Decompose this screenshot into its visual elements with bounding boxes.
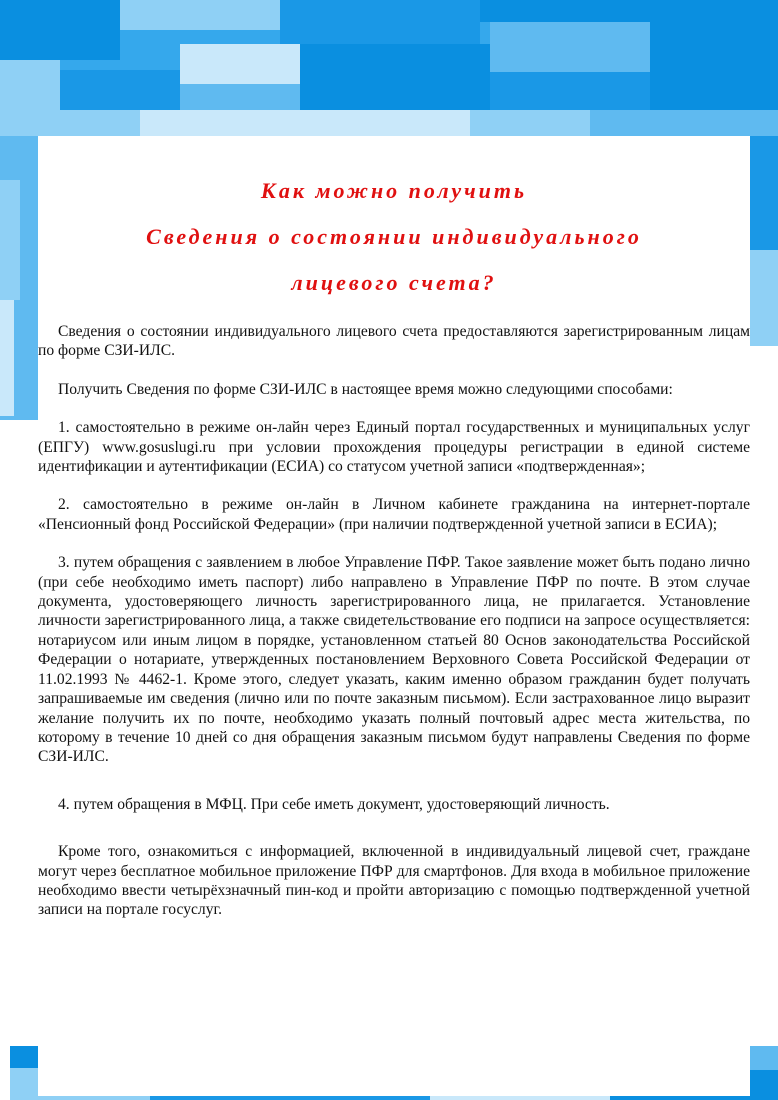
method-2-paragraph: 2. самостоятельно в режиме он-лайн в Личном кабинете гражданина на интернет-портале «Пенсионный фонд Российской Федерации» (при наличии подтвержденной учетной записи в ЕСИА); — [38, 496, 750, 533]
method-1-paragraph: 1. самостоятельно в режиме он-лайн через Единый портал государственных и муниципальных услуг (ЕПГУ) www.gosuslugi.ru при условии прохождения процедуры регистрации в единой системе идентификации и аутентификации (ЕСИА) со статусом учетной записи «подтвержденная»; — [38, 419, 750, 476]
title-line-3: лицевого счета? — [291, 270, 497, 295]
mobile-app-paragraph: Кроме того, ознакомиться с информацией, включенной в индивидуальный лицевой счет, граждане могут через бесплатное мобильное приложение ПФР для смартфонов. Для входа в мобильное приложение необходимо ввести четырёхзначный пин-код и пройти авторизацию с помощью подтвержденной учетной записи на портале госуслуг. — [38, 843, 750, 919]
title-line-1: Как можно получить — [260, 178, 528, 203]
document-page — [38, 136, 750, 1096]
methods-lead-paragraph: Получить Сведения по форме СЗИ-ИЛС в настоящее время можно следующими способами: — [58, 380, 673, 398]
title-line-2: Сведения о состоянии индивидуального — [146, 224, 642, 249]
method-3-paragraph: 3. путем обращения с заявлением в любое Управление ПФР. Такое заявление может быть подано лично (при себе необходимо иметь паспорт) либо направлено в Управление ПФР по почте. В этом случае документа, удостоверяющего личность зарегистрированного лица, не прилагается. Установление личности зарегистрированного лица, а также свидетельствование его подписи на запросе осуществляется: нотариусом или иным лицом в порядке, установленном статьей 80 Основ законодательства Российской Федерации о нотариате, утвержденных постановлением Верховного Совета Российской Федерации от 11.02.1993 № 4462-1. Кроме этого, следует указать, каким именно образом гражданин будет получать запрашиваемые им сведения (лично или по почте заказным письмом). Если застрахованное лицо выразит желание получить их по почте, необходимо указать полный почтовый адрес места жительства, по которому в течение 10 дней со дня обращения заказным письмом будут направлены Сведения по форме СЗИ-ИЛС. — [38, 554, 750, 766]
method-4-paragraph: 4. путем обращения в МФЦ. При себе иметь документ, удостоверяющий личность. — [58, 795, 610, 813]
document-title — [38, 168, 750, 306]
intro-paragraph: Сведения о состоянии индивидуального лицевого счета предоставляются зарегистрированным лицам по форме СЗИ-ИЛС. — [38, 323, 750, 360]
